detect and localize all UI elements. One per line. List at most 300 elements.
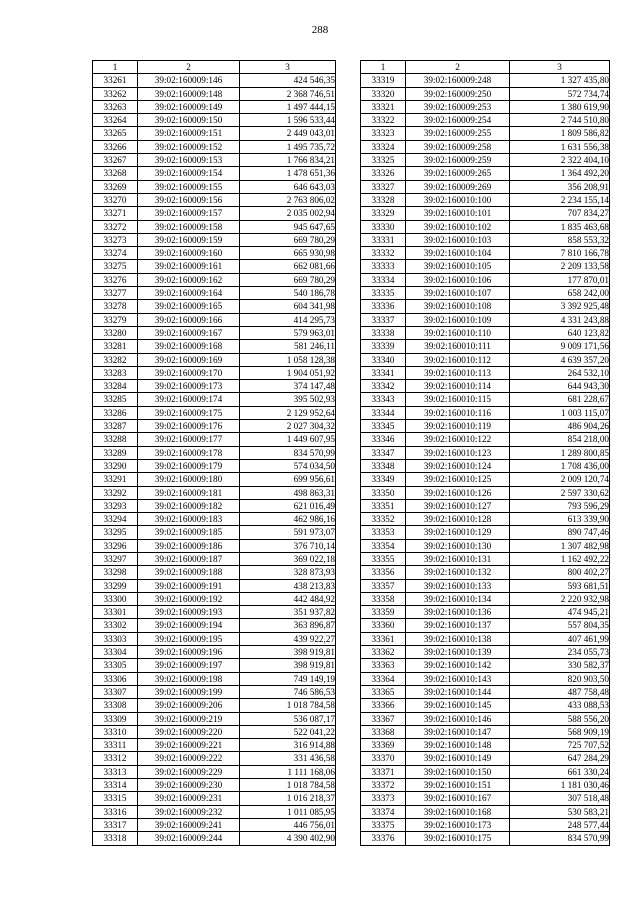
value-cell: 540 186,78: [240, 287, 336, 300]
table-row: [361, 566, 610, 579]
cadastral-number-cell: 39:02:160010:134: [406, 592, 510, 605]
value-cell: 1 003 115,07: [510, 406, 610, 419]
value-cell: 2 035 002,94: [240, 207, 336, 220]
value-cell: 707 834,27: [510, 207, 610, 220]
row-number-cell: 33294: [93, 513, 138, 526]
value-cell: 749 149,19: [240, 672, 336, 685]
row-number-cell: 33307: [93, 685, 138, 698]
cadastral-number-cell: 39:02:160009:269: [406, 180, 510, 193]
table-row: [361, 247, 610, 260]
cadastral-number-cell: 39:02:160010:143: [406, 672, 510, 685]
value-cell: 398 919,81: [240, 646, 336, 659]
table-row: [361, 114, 610, 127]
cadastral-number-cell: 39:02:160009:181: [138, 486, 240, 499]
page-number: 288: [311, 24, 329, 36]
table-header-row: [361, 61, 610, 74]
row-number-cell: 33296: [93, 539, 138, 552]
table-row: [361, 632, 610, 645]
table-row: [361, 526, 610, 539]
value-cell: 588 556,20: [510, 712, 610, 725]
cadastral-number-cell: 39:02:160009:231: [138, 792, 240, 805]
cadastral-number-cell: 39:02:160010:150: [406, 765, 510, 778]
value-cell: 1 904 051,92: [240, 366, 336, 379]
table-row: [361, 606, 610, 619]
value-cell: 424 546,35: [240, 74, 336, 87]
value-cell: 446 756,01: [240, 818, 336, 831]
row-number-cell: 33266: [93, 140, 138, 153]
row-number-cell: 33262: [93, 87, 138, 100]
table-row: [93, 114, 336, 127]
value-cell: 234 055,73: [510, 646, 610, 659]
row-number-cell: 33344: [361, 406, 406, 419]
value-cell: 376 710,14: [240, 539, 336, 552]
cadastral-number-cell: 39:02:160010:125: [406, 473, 510, 486]
column-header: 1: [93, 61, 138, 74]
table-row: [93, 619, 336, 632]
table-row: [361, 326, 610, 339]
cadastral-number-cell: 39:02:160010:110: [406, 326, 510, 339]
row-number-cell: 33285: [93, 393, 138, 406]
value-cell: 433 088,53: [510, 699, 610, 712]
table-row: [93, 433, 336, 446]
value-cell: 4 331 243,88: [510, 313, 610, 326]
value-cell: 2 234 155,14: [510, 193, 610, 206]
value-cell: 579 963,01: [240, 326, 336, 339]
row-number-cell: 33362: [361, 646, 406, 659]
cadastral-number-cell: 39:02:160010:175: [406, 832, 510, 845]
row-number-cell: 33330: [361, 220, 406, 233]
table-row: [361, 712, 610, 725]
value-cell: 647 284,29: [510, 752, 610, 765]
value-cell: 2 597 330,62: [510, 486, 610, 499]
value-cell: 7 810 166,78: [510, 247, 610, 260]
row-number-cell: 33273: [93, 233, 138, 246]
row-number-cell: 33356: [361, 566, 406, 579]
table-row: [361, 739, 610, 752]
value-cell: 356 208,91: [510, 180, 610, 193]
cadastral-number-cell: 39:02:160009:230: [138, 779, 240, 792]
value-cell: 725 707,52: [510, 739, 610, 752]
value-cell: 890 747,46: [510, 526, 610, 539]
table-row: [93, 526, 336, 539]
value-cell: 374 147,48: [240, 380, 336, 393]
cadastral-number-cell: 39:02:160009:232: [138, 805, 240, 818]
table-row: [361, 393, 610, 406]
value-cell: 1 018 784,58: [240, 699, 336, 712]
table-row: [361, 473, 610, 486]
cadastral-number-cell: 39:02:160009:258: [406, 140, 510, 153]
table-row: [361, 420, 610, 433]
value-cell: 2 763 806,02: [240, 193, 336, 206]
cadastral-number-cell: 39:02:160009:150: [138, 114, 240, 127]
cadastral-number-cell: 39:02:160009:193: [138, 606, 240, 619]
value-cell: 581 246,11: [240, 340, 336, 353]
cadastral-number-cell: 39:02:160009:164: [138, 287, 240, 300]
row-number-cell: 33276: [93, 273, 138, 286]
table-row: [361, 446, 610, 459]
table-row: [93, 513, 336, 526]
cadastral-number-cell: 39:02:160010:112: [406, 353, 510, 366]
table-row: [361, 287, 610, 300]
table-row: [361, 818, 610, 831]
row-number-cell: 33280: [93, 326, 138, 339]
value-cell: 557 804,35: [510, 619, 610, 632]
table-row: [93, 406, 336, 419]
value-cell: 2 368 746,51: [240, 87, 336, 100]
column-header: 2: [138, 61, 240, 74]
row-number-cell: 33287: [93, 420, 138, 433]
cadastral-number-cell: 39:02:160010:119: [406, 420, 510, 433]
table-row: [93, 273, 336, 286]
table-row: [93, 606, 336, 619]
cadastral-number-cell: 39:02:160009:255: [406, 127, 510, 140]
cadastral-number-cell: 39:02:160009:182: [138, 499, 240, 512]
table-row: [93, 167, 336, 180]
row-number-cell: 33338: [361, 326, 406, 339]
row-number-cell: 33345: [361, 420, 406, 433]
table-row: [361, 792, 610, 805]
row-number-cell: 33334: [361, 273, 406, 286]
table-row: [361, 646, 610, 659]
value-cell: 568 909,19: [510, 725, 610, 738]
cadastral-number-cell: 39:02:160010:107: [406, 287, 510, 300]
cadastral-number-cell: 39:02:160009:241: [138, 818, 240, 831]
value-cell: 177 870,01: [510, 273, 610, 286]
row-number-cell: 33364: [361, 672, 406, 685]
value-cell: 820 903,50: [510, 672, 610, 685]
cadastral-number-cell: 39:02:160009:187: [138, 552, 240, 565]
table-row: [361, 154, 610, 167]
value-cell: 699 956,61: [240, 473, 336, 486]
cadastral-number-cell: 39:02:160009:229: [138, 765, 240, 778]
cadastral-number-cell: 39:02:160009:196: [138, 646, 240, 659]
table-row: [93, 805, 336, 818]
value-cell: 1 058 128,38: [240, 353, 336, 366]
table-row: [93, 579, 336, 592]
row-number-cell: 33347: [361, 446, 406, 459]
table-row: [361, 579, 610, 592]
cadastral-number-cell: 39:02:160009:178: [138, 446, 240, 459]
cadastral-number-cell: 39:02:160009:168: [138, 340, 240, 353]
cadastral-number-cell: 39:02:160010:131: [406, 552, 510, 565]
cadastral-number-cell: 39:02:160009:192: [138, 592, 240, 605]
row-number-cell: 33302: [93, 619, 138, 632]
row-number-cell: 33343: [361, 393, 406, 406]
table-row: [361, 752, 610, 765]
value-cell: 438 213,83: [240, 579, 336, 592]
table-row: [361, 100, 610, 113]
cadastral-number-cell: 39:02:160009:250: [406, 87, 510, 100]
table-row: [93, 486, 336, 499]
row-number-cell: 33350: [361, 486, 406, 499]
table-row: [93, 260, 336, 273]
table-row: [93, 685, 336, 698]
row-number-cell: 33328: [361, 193, 406, 206]
cadastral-number-cell: 39:02:160010:136: [406, 606, 510, 619]
value-cell: 363 896,87: [240, 619, 336, 632]
value-cell: 331 436,58: [240, 752, 336, 765]
value-cell: 9 009 171,56: [510, 340, 610, 353]
value-cell: 1 809 586,82: [510, 127, 610, 140]
row-number-cell: 33300: [93, 592, 138, 605]
value-cell: 572 734,74: [510, 87, 610, 100]
cadastral-number-cell: 39:02:160010:147: [406, 725, 510, 738]
table-row: [361, 353, 610, 366]
cadastral-number-cell: 39:02:160009:162: [138, 273, 240, 286]
value-cell: 2 220 932,98: [510, 592, 610, 605]
cadastral-number-cell: 39:02:160009:146: [138, 74, 240, 87]
row-number-cell: 33282: [93, 353, 138, 366]
table-row: [93, 353, 336, 366]
table-row: [93, 473, 336, 486]
value-cell: 1 835 463,68: [510, 220, 610, 233]
table-row: [93, 100, 336, 113]
value-cell: 530 583,21: [510, 805, 610, 818]
cadastral-number-cell: 39:02:160009:179: [138, 459, 240, 472]
cadastral-number-cell: 39:02:160009:197: [138, 659, 240, 672]
table-row: [93, 420, 336, 433]
table-row: [361, 725, 610, 738]
table-header-row: [93, 61, 336, 74]
row-number-cell: 33279: [93, 313, 138, 326]
row-number-cell: 33303: [93, 632, 138, 645]
table-row: [93, 366, 336, 379]
value-cell: 351 937,82: [240, 606, 336, 619]
table-row: [93, 193, 336, 206]
value-cell: 474 945,21: [510, 606, 610, 619]
cadastral-number-cell: 39:02:160009:194: [138, 619, 240, 632]
table-row: [361, 340, 610, 353]
table-row: [361, 433, 610, 446]
cadastral-number-cell: 39:02:160010:146: [406, 712, 510, 725]
value-cell: 640 123,82: [510, 326, 610, 339]
row-number-cell: 33319: [361, 74, 406, 87]
value-cell: 858 553,32: [510, 233, 610, 246]
value-cell: 248 577,44: [510, 818, 610, 831]
cadastral-number-cell: 39:02:160009:152: [138, 140, 240, 153]
row-number-cell: 33376: [361, 832, 406, 845]
row-number-cell: 33317: [93, 818, 138, 831]
cadastral-number-cell: 39:02:160010:104: [406, 247, 510, 260]
table-row: [361, 74, 610, 87]
cadastral-number-cell: 39:02:160010:144: [406, 685, 510, 698]
row-number-cell: 33368: [361, 725, 406, 738]
cadastral-number-cell: 39:02:160010:102: [406, 220, 510, 233]
row-number-cell: 33265: [93, 127, 138, 140]
row-number-cell: 33292: [93, 486, 138, 499]
cadastral-number-cell: 39:02:160010:133: [406, 579, 510, 592]
cadastral-number-cell: 39:02:160010:116: [406, 406, 510, 419]
cadastral-number-cell: 39:02:160010:151: [406, 779, 510, 792]
row-number-cell: 33326: [361, 167, 406, 180]
value-cell: 522 041,22: [240, 725, 336, 738]
cadastral-number-cell: 39:02:160010:106: [406, 273, 510, 286]
row-number-cell: 33329: [361, 207, 406, 220]
value-cell: 658 242,00: [510, 287, 610, 300]
cadastral-number-cell: 39:02:160009:253: [406, 100, 510, 113]
table-row: [93, 380, 336, 393]
table-row: [361, 765, 610, 778]
cadastral-number-cell: 39:02:160009:165: [138, 300, 240, 313]
cadastral-number-cell: 39:02:160009:148: [138, 87, 240, 100]
table-row: [93, 220, 336, 233]
row-number-cell: 33271: [93, 207, 138, 220]
table-row: [361, 300, 610, 313]
row-number-cell: 33320: [361, 87, 406, 100]
cadastral-number-cell: 39:02:160009:149: [138, 100, 240, 113]
table-row: [93, 792, 336, 805]
row-number-cell: 33373: [361, 792, 406, 805]
value-cell: 681 228,67: [510, 393, 610, 406]
value-cell: 1 364 492,20: [510, 167, 610, 180]
cadastral-number-cell: 39:02:160010:149: [406, 752, 510, 765]
cadastral-number-cell: 39:02:160009:188: [138, 566, 240, 579]
table-row: [93, 699, 336, 712]
value-cell: 1 162 492,22: [510, 552, 610, 565]
value-cell: 462 986,16: [240, 513, 336, 526]
value-cell: 613 339,90: [510, 513, 610, 526]
cadastral-number-cell: 39:02:160010:138: [406, 632, 510, 645]
table-row: [361, 366, 610, 379]
value-cell: 2 009 120,74: [510, 473, 610, 486]
row-number-cell: 33315: [93, 792, 138, 805]
row-number-cell: 33290: [93, 459, 138, 472]
value-cell: 593 681,51: [510, 579, 610, 592]
row-number-cell: 33323: [361, 127, 406, 140]
row-number-cell: 33305: [93, 659, 138, 672]
value-cell: 2 322 404,10: [510, 154, 610, 167]
table-row: [361, 486, 610, 499]
cadastral-number-cell: 39:02:160009:265: [406, 167, 510, 180]
cadastral-number-cell: 39:02:160010:115: [406, 393, 510, 406]
value-cell: 1 631 556,38: [510, 140, 610, 153]
table-row: [93, 739, 336, 752]
cadastral-number-cell: 39:02:160010:145: [406, 699, 510, 712]
table-row: [93, 566, 336, 579]
value-cell: 3 392 925,48: [510, 300, 610, 313]
value-cell: 1 766 834,21: [240, 154, 336, 167]
cadastral-number-cell: 39:02:160009:155: [138, 180, 240, 193]
value-cell: 669 780,29: [240, 233, 336, 246]
row-number-cell: 33360: [361, 619, 406, 632]
cadastral-number-cell: 39:02:160009:198: [138, 672, 240, 685]
row-number-cell: 33357: [361, 579, 406, 592]
row-number-cell: 33342: [361, 380, 406, 393]
table-row: [93, 74, 336, 87]
cadastral-number-cell: 39:02:160009:254: [406, 114, 510, 127]
row-number-cell: 33316: [93, 805, 138, 818]
value-cell: 1 596 533,44: [240, 114, 336, 127]
value-cell: 746 586,53: [240, 685, 336, 698]
table-row: [361, 313, 610, 326]
table-row: [93, 539, 336, 552]
cadastral-number-cell: 39:02:160009:248: [406, 74, 510, 87]
row-number-cell: 33365: [361, 685, 406, 698]
table-row: [361, 207, 610, 220]
table-row: [93, 140, 336, 153]
table-row: [93, 818, 336, 831]
table-row: [361, 672, 610, 685]
cadastral-number-cell: 39:02:160009:157: [138, 207, 240, 220]
row-number-cell: 33311: [93, 739, 138, 752]
table-row: [361, 406, 610, 419]
value-cell: 439 922,27: [240, 632, 336, 645]
value-cell: 646 643,03: [240, 180, 336, 193]
row-number-cell: 33374: [361, 805, 406, 818]
table-row: [93, 207, 336, 220]
cadastral-number-cell: 39:02:160010:105: [406, 260, 510, 273]
row-number-cell: 33268: [93, 167, 138, 180]
value-cell: 1 708 436,00: [510, 459, 610, 472]
value-cell: 604 341,98: [240, 300, 336, 313]
row-number-cell: 33346: [361, 433, 406, 446]
cadastral-number-cell: 39:02:160010:129: [406, 526, 510, 539]
table-row: [361, 260, 610, 273]
row-number-cell: 33275: [93, 260, 138, 273]
table-row: [361, 513, 610, 526]
table-row: [361, 180, 610, 193]
table-row: [361, 499, 610, 512]
cadastral-number-cell: 39:02:160009:156: [138, 193, 240, 206]
row-number-cell: 33286: [93, 406, 138, 419]
value-cell: 834 570,99: [240, 446, 336, 459]
table-row: [361, 552, 610, 565]
value-cell: 407 461,99: [510, 632, 610, 645]
cadastral-number-cell: 39:02:160009:154: [138, 167, 240, 180]
row-number-cell: 33318: [93, 832, 138, 845]
table-row: [361, 140, 610, 153]
table-row: [93, 632, 336, 645]
value-cell: 793 596,29: [510, 499, 610, 512]
row-number-cell: 33269: [93, 180, 138, 193]
cadastral-number-cell: 39:02:160009:173: [138, 380, 240, 393]
value-cell: 395 502,93: [240, 393, 336, 406]
cadastral-number-cell: 39:02:160010:132: [406, 566, 510, 579]
cadastral-number-cell: 39:02:160010:109: [406, 313, 510, 326]
value-cell: 834 570,99: [510, 832, 610, 845]
table-row: [93, 393, 336, 406]
cadastral-number-cell: 39:02:160009:167: [138, 326, 240, 339]
table-row: [361, 380, 610, 393]
value-cell: 4 639 357,20: [510, 353, 610, 366]
row-number-cell: 33293: [93, 499, 138, 512]
cadastral-number-cell: 39:02:160010:100: [406, 193, 510, 206]
value-cell: 1 327 435,80: [510, 74, 610, 87]
table-row: [93, 287, 336, 300]
row-number-cell: 33332: [361, 247, 406, 260]
row-number-cell: 33363: [361, 659, 406, 672]
row-number-cell: 33272: [93, 220, 138, 233]
table-row: [361, 699, 610, 712]
cadastral-number-cell: 39:02:160009:186: [138, 539, 240, 552]
cadastral-number-cell: 39:02:160009:170: [138, 366, 240, 379]
row-number-cell: 33267: [93, 154, 138, 167]
table-row: [361, 233, 610, 246]
value-cell: 536 087,17: [240, 712, 336, 725]
cadastral-number-cell: 39:02:160009:191: [138, 579, 240, 592]
cadastral-number-cell: 39:02:160009:169: [138, 353, 240, 366]
row-number-cell: 33331: [361, 233, 406, 246]
value-cell: 1 495 735,72: [240, 140, 336, 153]
cadastral-number-cell: 39:02:160009:199: [138, 685, 240, 698]
cadastral-number-cell: 39:02:160009:166: [138, 313, 240, 326]
row-number-cell: 33353: [361, 526, 406, 539]
value-cell: 661 330,24: [510, 765, 610, 778]
cadastral-number-cell: 39:02:160009:206: [138, 699, 240, 712]
table-row: [93, 765, 336, 778]
row-number-cell: 33308: [93, 699, 138, 712]
cadastral-number-cell: 39:02:160010:130: [406, 539, 510, 552]
